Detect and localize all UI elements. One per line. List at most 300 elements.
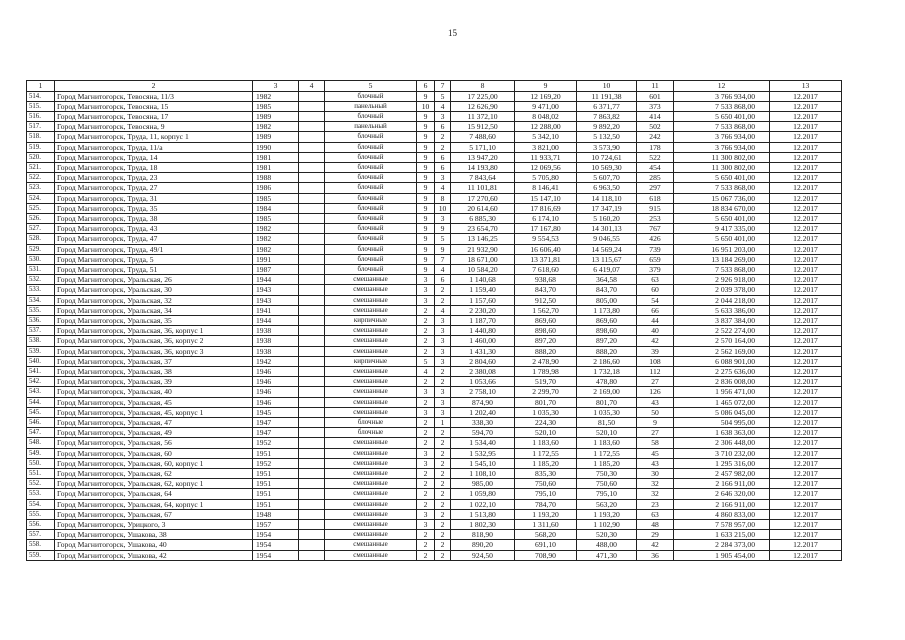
cell-address: Город Магнитогорск, Уральская, 36, корпус 3 [55, 346, 253, 356]
cell-address: Город Магнитогорск, Труда, 43 [55, 224, 253, 234]
cell-floors: 3 [417, 295, 435, 305]
cell-floors: 3 [417, 520, 435, 530]
cell-floors: 9 [417, 203, 435, 213]
cell-column-4 [299, 469, 325, 479]
cell-area-col-9: 519,70 [515, 377, 577, 387]
cell-floors: 9 [417, 213, 435, 223]
cell-build-year: 1952 [253, 458, 299, 468]
cell-residents: 58 [637, 438, 674, 448]
table-row [27, 407, 842, 417]
cell-deadline: 12.2017 [770, 418, 842, 428]
cell-entrances: 6 [435, 162, 451, 172]
cell-wall-material: блочный [325, 162, 417, 172]
cell-area-col-10: 1 193,20 [577, 509, 637, 519]
cell-cost: 11 300 802,00 [674, 162, 770, 172]
cell-entrances: 3 [435, 346, 451, 356]
cell-row-number: 530. [27, 254, 55, 264]
cell-row-number: 519. [27, 142, 55, 152]
cell-cost: 7 578 957,00 [674, 520, 770, 530]
cell-wall-material: смешанные [325, 499, 417, 509]
cell-wall-material: блочный [325, 142, 417, 152]
cell-deadline: 12.2017 [770, 254, 842, 264]
cell-entrances: 4 [435, 264, 451, 274]
cell-row-number: 557. [27, 530, 55, 540]
cell-deadline: 12.2017 [770, 520, 842, 530]
cell-total-area: 594,70 [451, 428, 515, 438]
cell-floors: 3 [417, 448, 435, 458]
cell-deadline: 12.2017 [770, 142, 842, 152]
cell-wall-material: блочный [325, 173, 417, 183]
cell-row-number: 514. [27, 91, 55, 101]
cell-area-col-10: 1 173,80 [577, 305, 637, 315]
cell-cost: 5 633 386,00 [674, 305, 770, 315]
cell-cost: 3 710 232,00 [674, 448, 770, 458]
cell-wall-material: блочный [325, 224, 417, 234]
table-row [27, 438, 842, 448]
cell-row-number: 542. [27, 377, 55, 387]
cell-wall-material: блочный [325, 244, 417, 254]
cell-area-col-10: 1 183,60 [577, 438, 637, 448]
cell-wall-material: смешанные [325, 346, 417, 356]
cell-residents: 42 [637, 336, 674, 346]
cell-wall-material: смешанные [325, 295, 417, 305]
cell-floors: 9 [417, 91, 435, 101]
cell-entrances: 9 [435, 224, 451, 234]
table-row [27, 336, 842, 346]
cell-entrances: 5 [435, 234, 451, 244]
cell-deadline: 12.2017 [770, 479, 842, 489]
cell-column-4 [299, 91, 325, 101]
cell-row-number: 525. [27, 203, 55, 213]
cell-column-4 [299, 244, 325, 254]
cell-entrances: 2 [435, 285, 451, 295]
cell-build-year: 1951 [253, 448, 299, 458]
cell-address: Город Магнитогорск, Уральская, 47 [55, 418, 253, 428]
cell-cost: 2 457 982,00 [674, 469, 770, 479]
cell-deadline: 12.2017 [770, 152, 842, 162]
cell-cost: 1 905 454,00 [674, 550, 770, 560]
cell-floors: 9 [417, 264, 435, 274]
cell-area-col-10: 805,00 [577, 295, 637, 305]
cell-address: Город Магнитогорск, Труда, 23 [55, 173, 253, 183]
cell-area-col-9: 8 146,41 [515, 183, 577, 193]
cell-residents: 63 [637, 275, 674, 285]
column-header-4: 4 [299, 81, 325, 92]
cell-cost: 13 184 269,00 [674, 254, 770, 264]
cell-row-number: 532. [27, 275, 55, 285]
table-row [27, 264, 842, 274]
cell-total-area: 23 654,70 [451, 224, 515, 234]
cell-cost: 18 834 670,00 [674, 203, 770, 213]
cell-residents: 27 [637, 428, 674, 438]
cell-row-number: 528. [27, 234, 55, 244]
cell-cost: 3 837 384,00 [674, 315, 770, 325]
cell-area-col-10: 2 169,00 [577, 387, 637, 397]
cell-area-col-9: 9 471,00 [515, 101, 577, 111]
cell-area-col-9: 15 147,10 [515, 193, 577, 203]
cell-row-number: 523. [27, 183, 55, 193]
cell-deadline: 12.2017 [770, 346, 842, 356]
cell-total-area: 1 545,10 [451, 458, 515, 468]
cell-row-number: 544. [27, 397, 55, 407]
table-row [27, 224, 842, 234]
cell-deadline: 12.2017 [770, 428, 842, 438]
cell-build-year: 1942 [253, 356, 299, 366]
table-row [27, 315, 842, 325]
cell-total-area: 1 108,10 [451, 469, 515, 479]
cell-build-year: 1987 [253, 264, 299, 274]
cell-area-col-9: 17 816,69 [515, 203, 577, 213]
cell-row-number: 546. [27, 418, 55, 428]
cell-residents: 60 [637, 285, 674, 295]
cell-entrances: 2 [435, 428, 451, 438]
cell-area-col-9: 568,20 [515, 530, 577, 540]
cell-deadline: 12.2017 [770, 132, 842, 142]
cell-entrances: 2 [435, 520, 451, 530]
cell-row-number: 531. [27, 264, 55, 274]
cell-build-year: 1954 [253, 540, 299, 550]
table-row [27, 397, 842, 407]
cell-row-number: 550. [27, 458, 55, 468]
cell-deadline: 12.2017 [770, 234, 842, 244]
cell-address: Город Магнитогорск, Труда, 51 [55, 264, 253, 274]
cell-total-area: 14 193,80 [451, 162, 515, 172]
cell-row-number: 538. [27, 336, 55, 346]
cell-address: Город Магнитогорск, Труда, 27 [55, 183, 253, 193]
cell-entrances: 2 [435, 448, 451, 458]
cell-column-4 [299, 234, 325, 244]
cell-entrances: 2 [435, 550, 451, 560]
cell-deadline: 12.2017 [770, 550, 842, 560]
cell-wall-material: блочные [325, 428, 417, 438]
cell-floors: 2 [417, 428, 435, 438]
cell-area-col-9: 5 705,80 [515, 173, 577, 183]
cell-area-col-9: 11 933,71 [515, 152, 577, 162]
table-row [27, 479, 842, 489]
cell-row-number: 543. [27, 387, 55, 397]
cell-column-4 [299, 183, 325, 193]
cell-floors: 9 [417, 254, 435, 264]
cell-floors: 2 [417, 499, 435, 509]
cell-floors: 9 [417, 224, 435, 234]
cell-entrances: 2 [435, 377, 451, 387]
cell-build-year: 1991 [253, 254, 299, 264]
cell-cost: 3 766 934,00 [674, 132, 770, 142]
cell-area-col-9: 5 342,10 [515, 132, 577, 142]
cell-cost: 3 766 934,00 [674, 91, 770, 101]
cell-cost: 3 766 934,00 [674, 142, 770, 152]
cell-wall-material: кирпичные [325, 315, 417, 325]
cell-wall-material: панельный [325, 101, 417, 111]
cell-row-number: 552. [27, 479, 55, 489]
cell-build-year: 1982 [253, 91, 299, 101]
cell-floors: 9 [417, 122, 435, 132]
cell-area-col-9: 520,10 [515, 428, 577, 438]
cell-build-year: 1982 [253, 122, 299, 132]
cell-area-col-10: 5 160,20 [577, 213, 637, 223]
cell-total-area: 12 626,90 [451, 101, 515, 111]
cell-wall-material: смешанные [325, 275, 417, 285]
cell-deadline: 12.2017 [770, 397, 842, 407]
cell-row-number: 556. [27, 520, 55, 530]
cell-column-4 [299, 295, 325, 305]
cell-total-area: 1 431,30 [451, 346, 515, 356]
cell-cost: 2 166 911,00 [674, 479, 770, 489]
cell-floors: 2 [417, 326, 435, 336]
cell-deadline: 12.2017 [770, 213, 842, 223]
cell-area-col-9: 224,30 [515, 418, 577, 428]
cell-area-col-10: 3 573,90 [577, 142, 637, 152]
cell-cost: 1 295 316,00 [674, 458, 770, 468]
cell-total-area: 1 440,80 [451, 326, 515, 336]
cell-address: Город Магнитогорск, Уральская, 35 [55, 315, 253, 325]
cell-column-4 [299, 377, 325, 387]
table-row [27, 448, 842, 458]
cell-total-area: 1 157,60 [451, 295, 515, 305]
cell-build-year: 1938 [253, 326, 299, 336]
cell-cost: 2 284 373,00 [674, 540, 770, 550]
cell-address: Город Магнитогорск, Уральская, 49 [55, 428, 253, 438]
cell-area-col-10: 478,80 [577, 377, 637, 387]
cell-entrances: 2 [435, 530, 451, 540]
cell-row-number: 533. [27, 285, 55, 295]
cell-column-4 [299, 285, 325, 295]
cell-wall-material: смешанные [325, 489, 417, 499]
cell-wall-material: блочный [325, 152, 417, 162]
cell-entrances: 3 [435, 213, 451, 223]
cell-entrances: 3 [435, 387, 451, 397]
cell-area-col-9: 795,10 [515, 489, 577, 499]
column-header-7: 7 [435, 81, 451, 92]
table-row [27, 244, 842, 254]
cell-column-4 [299, 499, 325, 509]
cell-address: Город Магнитогорск, Уральская, 36, корпус 2 [55, 336, 253, 346]
cell-area-col-9: 2 478,90 [515, 356, 577, 366]
cell-total-area: 1 802,30 [451, 520, 515, 530]
cell-column-4 [299, 438, 325, 448]
cell-deadline: 12.2017 [770, 366, 842, 376]
cell-residents: 739 [637, 244, 674, 254]
table-row [27, 111, 842, 121]
cell-address: Город Магнитогорск, Ушакова, 42 [55, 550, 253, 560]
column-header-1: 1 [27, 81, 55, 92]
table-row [27, 366, 842, 376]
cell-area-col-10: 1 185,20 [577, 458, 637, 468]
cell-floors: 9 [417, 234, 435, 244]
cell-residents: 373 [637, 101, 674, 111]
cell-entrances: 3 [435, 111, 451, 121]
cell-floors: 2 [417, 489, 435, 499]
table-row [27, 183, 842, 193]
cell-area-col-9: 888,20 [515, 346, 577, 356]
cell-entrances: 3 [435, 173, 451, 183]
cell-entrances: 3 [435, 407, 451, 417]
table-row [27, 387, 842, 397]
cell-total-area: 985,00 [451, 479, 515, 489]
cell-area-col-9: 2 299,70 [515, 387, 577, 397]
cell-wall-material: блочный [325, 213, 417, 223]
cell-residents: 253 [637, 213, 674, 223]
cell-deadline: 12.2017 [770, 305, 842, 315]
cell-area-col-10: 520,30 [577, 530, 637, 540]
cell-build-year: 1986 [253, 183, 299, 193]
cell-total-area: 17 270,60 [451, 193, 515, 203]
cell-total-area: 17 225,00 [451, 91, 515, 101]
cell-address: Город Магнитогорск, Уральская, 30 [55, 285, 253, 295]
cell-area-col-10: 17 347,19 [577, 203, 637, 213]
cell-wall-material: смешанные [325, 509, 417, 519]
cell-build-year: 1951 [253, 479, 299, 489]
column-header-6: 6 [417, 81, 435, 92]
cell-deadline: 12.2017 [770, 193, 842, 203]
cell-address: Город Магнитогорск, Уральская, 34 [55, 305, 253, 315]
cell-total-area: 11 372,10 [451, 111, 515, 121]
cell-wall-material: кирпичные [325, 356, 417, 366]
cell-build-year: 1951 [253, 469, 299, 479]
cell-build-year: 1943 [253, 295, 299, 305]
cell-total-area: 2 230,20 [451, 305, 515, 315]
cell-entrances: 3 [435, 315, 451, 325]
cell-area-col-10: 2 186,60 [577, 356, 637, 366]
cell-build-year: 1957 [253, 520, 299, 530]
cell-residents: 502 [637, 122, 674, 132]
cell-cost: 1 638 363,00 [674, 428, 770, 438]
cell-deadline: 12.2017 [770, 91, 842, 101]
cell-entrances: 8 [435, 193, 451, 203]
cell-wall-material: смешанные [325, 469, 417, 479]
cell-entrances: 6 [435, 275, 451, 285]
cell-floors: 9 [417, 183, 435, 193]
cell-area-col-10: 869,60 [577, 315, 637, 325]
cell-floors: 3 [417, 407, 435, 417]
table-row [27, 91, 842, 101]
cell-area-col-9: 16 606,40 [515, 244, 577, 254]
cell-address: Город Магнитогорск, Уральская, 45 [55, 397, 253, 407]
cell-address: Город Магнитогорск, Уральская, 45, корпус 1 [55, 407, 253, 417]
cell-entrances: 2 [435, 142, 451, 152]
cell-address: Город Магнитогорск, Уральская, 39 [55, 377, 253, 387]
table-row [27, 295, 842, 305]
table-row [27, 193, 842, 203]
cell-build-year: 1982 [253, 224, 299, 234]
cell-address: Город Магнитогорск, Уральская, 40 [55, 387, 253, 397]
cell-deadline: 12.2017 [770, 315, 842, 325]
cell-address: Город Магнитогорск, Труда, 49/1 [55, 244, 253, 254]
cell-address: Город Магнитогорск, Уральская, 64, корпус 1 [55, 499, 253, 509]
cell-wall-material: блочный [325, 203, 417, 213]
cell-wall-material: смешанные [325, 458, 417, 468]
cell-deadline: 12.2017 [770, 530, 842, 540]
cell-total-area: 13 146,25 [451, 234, 515, 244]
cell-address: Город Магнитогорск, Труда, 18 [55, 162, 253, 172]
cell-area-col-9: 12 069,56 [515, 162, 577, 172]
cell-deadline: 12.2017 [770, 264, 842, 274]
cell-column-4 [299, 122, 325, 132]
cell-address: Город Магнитогорск, Труда, 35 [55, 203, 253, 213]
cell-build-year: 1981 [253, 162, 299, 172]
cell-entrances: 2 [435, 469, 451, 479]
register-sheet [26, 80, 841, 561]
cell-area-col-10: 750,30 [577, 469, 637, 479]
cell-deadline: 12.2017 [770, 438, 842, 448]
cell-row-number: 547. [27, 428, 55, 438]
cell-build-year: 1947 [253, 418, 299, 428]
cell-row-number: 540. [27, 356, 55, 366]
cell-column-4 [299, 101, 325, 111]
cell-area-col-9: 3 821,00 [515, 142, 577, 152]
cell-residents: 23 [637, 499, 674, 509]
cell-floors: 9 [417, 173, 435, 183]
cell-cost: 4 860 833,00 [674, 509, 770, 519]
cell-wall-material: смешанные [325, 550, 417, 560]
cell-total-area: 1 159,40 [451, 285, 515, 295]
cell-area-col-9: 938,68 [515, 275, 577, 285]
cell-total-area: 2 758,10 [451, 387, 515, 397]
cell-build-year: 1946 [253, 366, 299, 376]
cell-area-col-10: 897,20 [577, 336, 637, 346]
cell-residents: 45 [637, 448, 674, 458]
cell-area-col-9: 1 311,60 [515, 520, 577, 530]
table-row [27, 142, 842, 152]
table-row [27, 356, 842, 366]
table-row [27, 122, 842, 132]
cell-cost: 1 633 215,00 [674, 530, 770, 540]
table-row [27, 530, 842, 540]
cell-total-area: 1 053,66 [451, 377, 515, 387]
cell-entrances: 7 [435, 254, 451, 264]
cell-deadline: 12.2017 [770, 183, 842, 193]
cell-residents: 42 [637, 540, 674, 550]
cell-build-year: 1981 [253, 152, 299, 162]
cell-build-year: 1989 [253, 132, 299, 142]
cell-residents: 39 [637, 346, 674, 356]
column-header-13: 13 [770, 81, 842, 92]
cell-row-number: 535. [27, 305, 55, 315]
cell-area-col-9: 1 185,20 [515, 458, 577, 468]
cell-cost: 5 650 401,00 [674, 111, 770, 121]
table-row [27, 285, 842, 295]
cell-wall-material: смешанные [325, 520, 417, 530]
cell-build-year: 1943 [253, 285, 299, 295]
cell-floors: 2 [417, 540, 435, 550]
cell-total-area: 21 932,90 [451, 244, 515, 254]
cell-wall-material: блочный [325, 264, 417, 274]
cell-deadline: 12.2017 [770, 540, 842, 550]
cell-deadline: 12.2017 [770, 377, 842, 387]
cell-wall-material: смешанные [325, 438, 417, 448]
cell-area-col-10: 5 607,70 [577, 173, 637, 183]
cell-area-col-9: 1 562,70 [515, 305, 577, 315]
cell-wall-material: смешанные [325, 377, 417, 387]
cell-residents: 48 [637, 520, 674, 530]
cell-column-4 [299, 173, 325, 183]
cell-build-year: 1990 [253, 142, 299, 152]
cell-cost: 16 951 203,00 [674, 244, 770, 254]
cell-build-year: 1988 [253, 173, 299, 183]
cell-total-area: 11 101,81 [451, 183, 515, 193]
cell-deadline: 12.2017 [770, 101, 842, 111]
table-row [27, 418, 842, 428]
cell-area-col-10: 14 569,24 [577, 244, 637, 254]
table-row [27, 275, 842, 285]
cell-area-col-9: 691,10 [515, 540, 577, 550]
cell-wall-material: блочный [325, 234, 417, 244]
cell-cost: 5 086 045,00 [674, 407, 770, 417]
cell-total-area: 2 380,08 [451, 366, 515, 376]
cell-wall-material: смешанные [325, 448, 417, 458]
cell-column-4 [299, 346, 325, 356]
cell-build-year: 1946 [253, 377, 299, 387]
